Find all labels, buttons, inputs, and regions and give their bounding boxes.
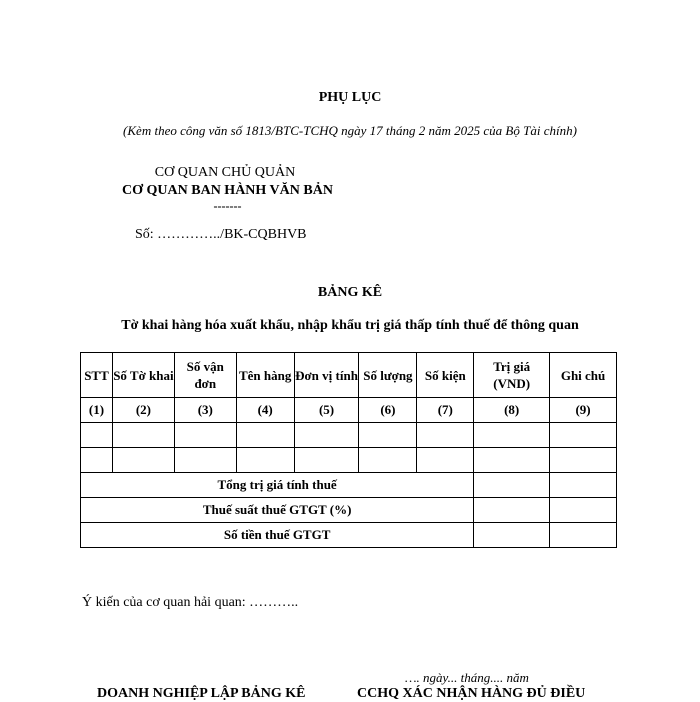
vat-rate-row	[81, 498, 617, 523]
table-cell	[474, 523, 550, 548]
table-cell	[112, 448, 174, 473]
summary-label: Tổng trị giá tính thuế	[81, 473, 474, 498]
table-cell	[81, 448, 113, 473]
column-number: (4)	[236, 398, 294, 423]
column-header: Trị giá (VND)	[474, 353, 550, 398]
table-cell	[550, 423, 617, 448]
table-cell	[550, 523, 617, 548]
column-number: (9)	[550, 398, 617, 423]
table-cell	[359, 448, 417, 473]
table-cell	[550, 473, 617, 498]
column-number: (6)	[359, 398, 417, 423]
appendix-subtitle: (Kèm theo công văn số 1813/BTC-TCHQ ngày 17 tháng 2 năm 2025 của Bộ Tài chính)	[123, 123, 577, 138]
table-cell	[474, 423, 550, 448]
document-number: Số: …………../BK-CQBHVB	[135, 227, 307, 242]
table-row	[81, 423, 617, 448]
column-number: (7)	[417, 398, 474, 423]
column-header: Đơn vị tính	[294, 353, 359, 398]
signature-date: …. ngày... tháng.... năm	[405, 670, 529, 685]
summary-label: Thuế suất thuế GTGT (%)	[81, 498, 474, 523]
enterprise-signature-label: DOANH NGHIỆP LẬP BẢNG KÊ	[97, 686, 306, 701]
table-cell	[112, 423, 174, 448]
parent-agency: CƠ QUAN CHỦ QUẢN	[154, 165, 296, 180]
column-header: Số vận đơn	[174, 353, 236, 398]
issuing-agency: CƠ QUAN BAN HÀNH VĂN BẢN	[122, 183, 333, 198]
table-cell	[174, 423, 236, 448]
total-value-row	[81, 473, 617, 498]
table-cell	[174, 448, 236, 473]
table-cell	[474, 473, 550, 498]
column-number: (8)	[474, 398, 550, 423]
vat-amount-row	[81, 523, 617, 548]
table-cell	[474, 448, 550, 473]
table-cell	[359, 423, 417, 448]
agency-divider: -------	[213, 199, 242, 213]
header-row	[81, 353, 617, 398]
table-cell	[236, 448, 294, 473]
column-header: Ghi chú	[550, 353, 617, 398]
table-cell	[236, 423, 294, 448]
customs-signature-label: CCHQ XÁC NHẬN HÀNG ĐỦ ĐIỀU	[357, 686, 586, 701]
column-number: (5)	[294, 398, 359, 423]
table-row	[81, 448, 617, 473]
table-cell	[294, 448, 359, 473]
summary-label: Số tiền thuế GTGT	[81, 523, 474, 548]
table-cell	[417, 448, 474, 473]
column-header: Số lượng	[359, 353, 417, 398]
list-subtitle: Tờ khai hàng hóa xuất khẩu, nhập khẩu trị giá thấp tính thuế để thông quan	[121, 318, 579, 333]
table-cell	[550, 498, 617, 523]
table-cell	[474, 498, 550, 523]
column-number: (3)	[174, 398, 236, 423]
appendix-title: PHỤ LỤC	[318, 90, 382, 105]
table-cell	[417, 423, 474, 448]
column-header: STT	[81, 353, 113, 398]
customs-opinion: Ý kiến của cơ quan hải quan: ………..	[82, 595, 299, 610]
declaration-table	[80, 352, 617, 548]
column-header: Tên hàng	[236, 353, 294, 398]
column-number: (1)	[81, 398, 113, 423]
list-title: BẢNG KÊ	[317, 285, 383, 300]
table-cell	[81, 423, 113, 448]
column-number-row	[81, 398, 617, 423]
column-header: Số Tờ khai	[112, 353, 174, 398]
table-cell	[550, 448, 617, 473]
table-cell	[294, 423, 359, 448]
column-header: Số kiện	[417, 353, 474, 398]
column-number: (2)	[112, 398, 174, 423]
